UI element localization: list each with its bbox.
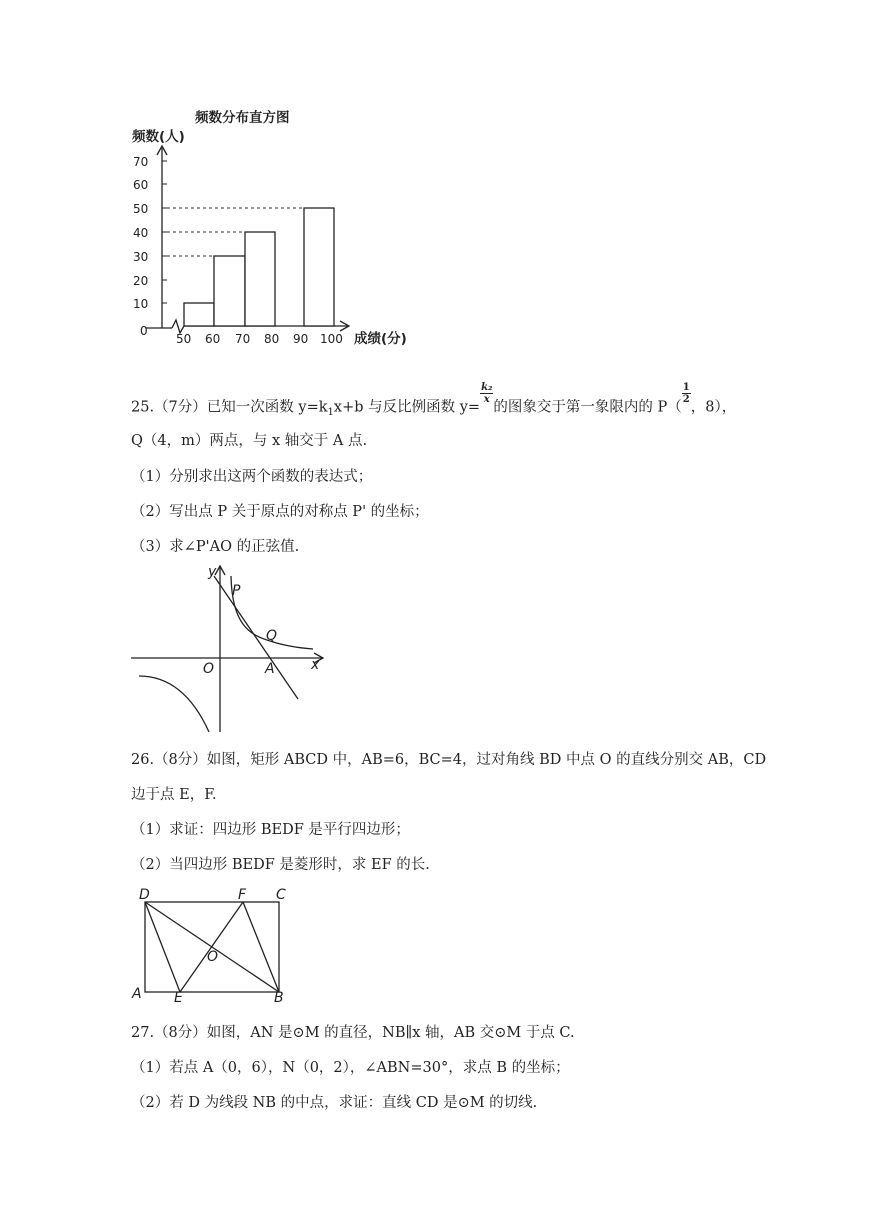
q26-label-D: D [139, 887, 150, 903]
y-tick-0: 0 [140, 324, 148, 338]
q26-segment-DE [145, 902, 180, 992]
y-tick-40: 40 [133, 226, 149, 240]
q26-label-C: C [276, 887, 286, 903]
q26-segment-EF [180, 902, 243, 992]
q25-hyperbola-q3 [139, 676, 209, 732]
q27-line1: 27.（8分）如图，AN 是⊙M 的直径，NB∥x 轴，AB 交⊙M 于点 C. [131, 1025, 575, 1041]
q25-sub2: （2）写出点 P 关于原点的对称点 P' 的坐标； [131, 504, 429, 520]
bar-50-60 [184, 303, 214, 326]
q25-text-d: ，8）， [690, 399, 737, 416]
q26-line1: 26.（8分）如图，矩形 ABCD 中，AB=6，BC=4，过对角线 BD 中点 O 的直线分别交 AB，CD [131, 752, 767, 768]
q25-sub3: （3）求∠P'AO 的正弦值. [131, 539, 300, 555]
q25-label-x: x [311, 657, 320, 673]
q26-label-B: B [274, 990, 284, 1005]
frequency-histogram [120, 100, 420, 355]
q26-label-F: F [238, 887, 247, 903]
y-tick-20: 20 [133, 274, 149, 288]
x-tick-80: 80 [264, 332, 280, 346]
x-tick-100: 100 [320, 332, 343, 346]
q25-line1 [131, 382, 737, 420]
q25-label-P: P [232, 583, 241, 599]
q26-sub1: （1）求证：四边形 BEDF 是平行四边形； [131, 822, 410, 838]
q27-sub1: （1）若点 A（0，6），N（0，2），∠ABN=30°，求点 B 的坐标； [131, 1060, 570, 1076]
histogram-title: 频数分布直方图 [195, 110, 290, 126]
q25-label-O: O [203, 661, 215, 677]
q25-p-fraction: $\frac{1}{2}$ [682, 382, 690, 405]
q26-rectangle-figure [125, 880, 300, 1005]
bar-60-70 [214, 256, 245, 326]
q25-text-c: 的图象交于第一象限内的 P（ [493, 399, 682, 416]
y-tick-50: 50 [133, 202, 149, 216]
x-tick-70: 70 [235, 332, 251, 346]
bar-70-80 [245, 232, 275, 326]
y-ticks [162, 161, 167, 303]
histogram-y-label: 频数(人) [132, 129, 185, 145]
x-tick-50: 50 [176, 332, 192, 346]
q25-text-a: 25.（7分）已知一次函数 y=k [131, 399, 328, 416]
q25-function-graph [125, 560, 335, 740]
q26-sub2: （2）当四边形 BEDF 是菱形时，求 EF 的长. [131, 857, 430, 873]
q25-line2: Q（4，m）两点，与 x 轴交于 A 点. [131, 433, 368, 449]
x-tick-90: 90 [293, 332, 309, 346]
q26-label-O: O [207, 949, 219, 965]
y-tick-10: 10 [133, 297, 149, 311]
q27-sub2: （2）若 D 为线段 NB 的中点，求证：直线 CD 是⊙M 的切线. [131, 1095, 538, 1111]
bar-90-100 [304, 208, 334, 326]
histogram-x-label: 成绩(分) [354, 331, 407, 347]
q25-label-A: A [265, 661, 275, 677]
q26-label-E: E [174, 990, 183, 1005]
q26-line2: 边于点 E，F. [131, 787, 217, 803]
q25-sub1: （1）分别求出这两个函数的表达式； [131, 469, 373, 485]
x-tick-60: 60 [205, 332, 221, 346]
q25-k2-fraction: $\frac{\text{k₂}}{x}$ [481, 382, 493, 405]
q25-k1-subscript: 1 [327, 406, 334, 418]
y-tick-30: 30 [133, 250, 149, 264]
q25-label-y: y [208, 564, 217, 580]
q26-segment-FB [243, 902, 279, 992]
q26-label-A: A [132, 986, 142, 1002]
q25-text-b: x+b 与反比例函数 y= [333, 399, 481, 416]
y-tick-70: 70 [133, 155, 149, 169]
q25-label-Q: Q [266, 628, 278, 644]
q25-linear-function [214, 576, 298, 699]
y-tick-60: 60 [133, 178, 149, 192]
